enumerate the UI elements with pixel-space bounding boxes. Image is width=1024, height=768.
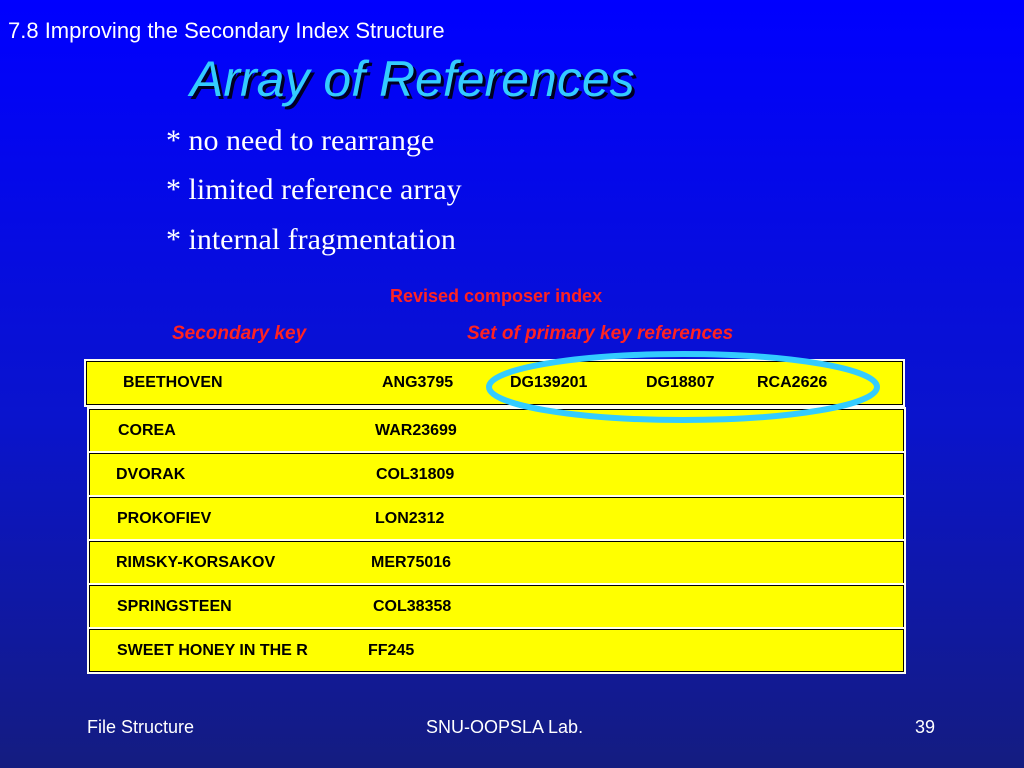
slide-title: Array of References (190, 51, 635, 107)
section-header: 7.8 Improving the Secondary Index Structure (8, 18, 445, 43)
page-number: 39 (915, 717, 936, 737)
reference-cell: FF245 (368, 641, 415, 659)
references-header: Set of primary key references (467, 323, 734, 344)
highlight-ellipse-shape (489, 354, 877, 420)
reference-cell: ANG3795 (382, 374, 454, 391)
reference-cell: LON2312 (375, 509, 445, 527)
highlight-ellipse (485, 350, 881, 424)
index-row (89, 629, 904, 672)
reference-cell: MER75016 (371, 553, 452, 571)
bullet-item: * internal fragmentation (166, 223, 456, 256)
index-row (89, 541, 904, 584)
bullet-item: * no need to rearrange (166, 124, 435, 157)
secondary-key-cell: SPRINGSTEEN (117, 597, 232, 615)
footer-course: File Structure (87, 717, 195, 737)
secondary-key-cell: BEETHOVEN (123, 374, 223, 391)
footer-lab: SNU-OOPSLA Lab. (426, 717, 584, 737)
index-row (89, 497, 904, 540)
secondary-key-cell: PROKOFIEV (117, 509, 212, 527)
secondary-key-cell: COREA (118, 421, 176, 439)
index-title: Revised composer index (390, 286, 603, 306)
reference-cell: COL38358 (373, 597, 452, 615)
index-row (89, 585, 904, 628)
secondary-key-cell: DVORAK (116, 465, 186, 483)
bullet-item: * limited reference array (166, 173, 462, 206)
reference-cell: DG139201 (510, 374, 588, 391)
reference-cell: RCA2626 (757, 374, 828, 391)
reference-cell: COL31809 (376, 465, 455, 483)
secondary-key-header: Secondary key (172, 323, 307, 344)
index-row (89, 453, 904, 496)
secondary-key-cell: RIMSKY-KORSAKOV (116, 553, 276, 571)
secondary-key-cell: SWEET HONEY IN THE R (117, 641, 308, 659)
reference-cell: WAR23699 (375, 421, 457, 439)
reference-cell: DG18807 (646, 374, 715, 391)
